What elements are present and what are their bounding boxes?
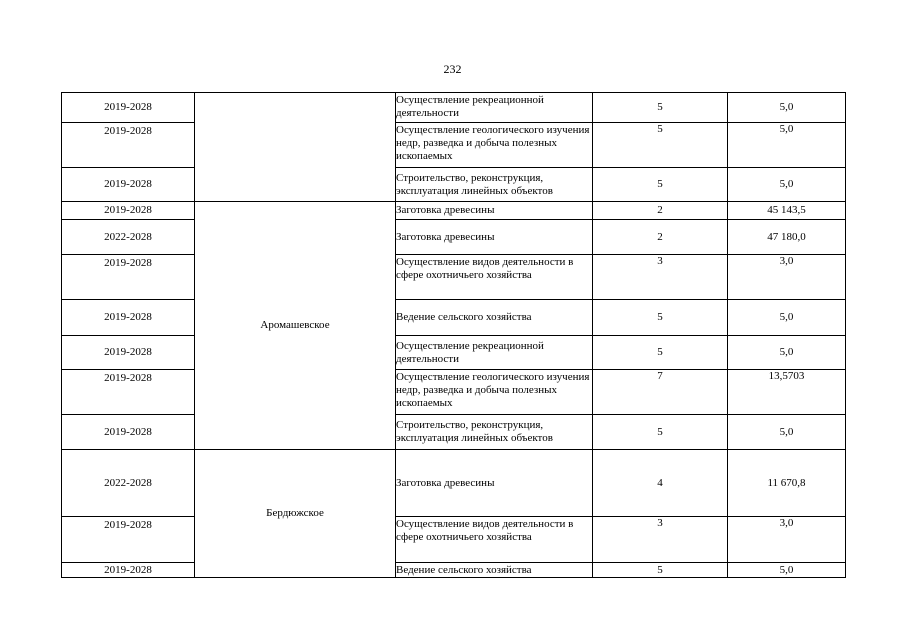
activity-cell: Осуществление геологического изучения недр, разведка и добыча полезных ископаемых bbox=[396, 370, 593, 415]
table-row bbox=[62, 202, 846, 220]
value-cell: 5,0 bbox=[728, 168, 846, 202]
period-cell: 2022-2028 bbox=[62, 450, 195, 517]
value-cell: 5,0 bbox=[728, 93, 846, 123]
value-cell: 11 670,8 bbox=[728, 450, 846, 517]
activity-cell: Заготовка древесины bbox=[396, 220, 593, 255]
page-number: 232 bbox=[443, 62, 462, 76]
value-cell: 13,5703 bbox=[728, 370, 846, 415]
period-cell: 2019-2028 bbox=[62, 563, 195, 578]
activity-cell: Заготовка древесины bbox=[396, 450, 593, 517]
quantity-cell: 5 bbox=[593, 300, 728, 336]
quantity-cell: 5 bbox=[593, 168, 728, 202]
table-row bbox=[62, 300, 846, 336]
value-cell: 5,0 bbox=[728, 415, 846, 450]
period-cell: 2019-2028 bbox=[62, 336, 195, 370]
activity-cell: Строительство, реконструкция, эксплуатация линейных объектов bbox=[396, 415, 593, 450]
period-cell: 2019-2028 bbox=[62, 517, 195, 563]
activity-cell: Ведение сельского хозяйства bbox=[396, 563, 593, 578]
quantity-cell: 7 bbox=[593, 370, 728, 415]
activity-cell: Осуществление видов деятельности в сфере охотничьего хозяйства bbox=[396, 517, 593, 563]
activity-cell: Ведение сельского хозяйства bbox=[396, 300, 593, 336]
activity-cell: Осуществление рекреационной деятельности bbox=[396, 336, 593, 370]
value-cell: 5,0 bbox=[728, 300, 846, 336]
quantity-cell: 5 bbox=[593, 123, 728, 168]
quantity-cell: 3 bbox=[593, 255, 728, 300]
value-cell: 5,0 bbox=[728, 336, 846, 370]
activity-cell: Осуществление рекреационной деятельности bbox=[396, 93, 593, 123]
table-row bbox=[62, 370, 846, 415]
table-row bbox=[62, 336, 846, 370]
value-cell: 3,0 bbox=[728, 255, 846, 300]
period-cell: 2022-2028 bbox=[62, 220, 195, 255]
quantity-cell: 3 bbox=[593, 517, 728, 563]
period-cell: 2019-2028 bbox=[62, 415, 195, 450]
quantity-cell: 2 bbox=[593, 202, 728, 220]
value-cell: 5,0 bbox=[728, 123, 846, 168]
table-row bbox=[62, 123, 846, 168]
table-row bbox=[62, 450, 846, 517]
quantity-cell: 5 bbox=[593, 563, 728, 578]
activity-cell: Осуществление геологического изучения недр, разведка и добыча полезных ископаемых bbox=[396, 123, 593, 168]
table-row bbox=[62, 255, 846, 300]
area-cell: Бердюжское bbox=[195, 450, 396, 578]
period-cell: 2019-2028 bbox=[62, 370, 195, 415]
period-cell: 2019-2028 bbox=[62, 123, 195, 168]
table-row bbox=[62, 168, 846, 202]
value-cell: 3,0 bbox=[728, 517, 846, 563]
value-cell: 47 180,0 bbox=[728, 220, 846, 255]
table-row bbox=[62, 93, 846, 123]
value-cell: 45 143,5 bbox=[728, 202, 846, 220]
area-cell bbox=[195, 93, 396, 202]
period-cell: 2019-2028 bbox=[62, 255, 195, 300]
period-cell: 2019-2028 bbox=[62, 93, 195, 123]
quantity-cell: 5 bbox=[593, 415, 728, 450]
quantity-cell: 4 bbox=[593, 450, 728, 517]
activity-cell: Строительство, реконструкция, эксплуатация линейных объектов bbox=[396, 168, 593, 202]
activity-cell: Заготовка древесины bbox=[396, 202, 593, 220]
period-cell: 2019-2028 bbox=[62, 168, 195, 202]
table-row bbox=[62, 563, 846, 578]
period-cell: 2019-2028 bbox=[62, 300, 195, 336]
area-cell: Аромашевское bbox=[195, 202, 396, 450]
period-cell: 2019-2028 bbox=[62, 202, 195, 220]
quantity-cell: 2 bbox=[593, 220, 728, 255]
activity-cell: Осуществление видов деятельности в сфере охотничьего хозяйства bbox=[396, 255, 593, 300]
quantity-cell: 5 bbox=[593, 93, 728, 123]
quantity-cell: 5 bbox=[593, 336, 728, 370]
forest-use-table bbox=[61, 92, 846, 578]
table-row bbox=[62, 220, 846, 255]
table-row bbox=[62, 415, 846, 450]
value-cell: 5,0 bbox=[728, 563, 846, 578]
table-row bbox=[62, 517, 846, 563]
